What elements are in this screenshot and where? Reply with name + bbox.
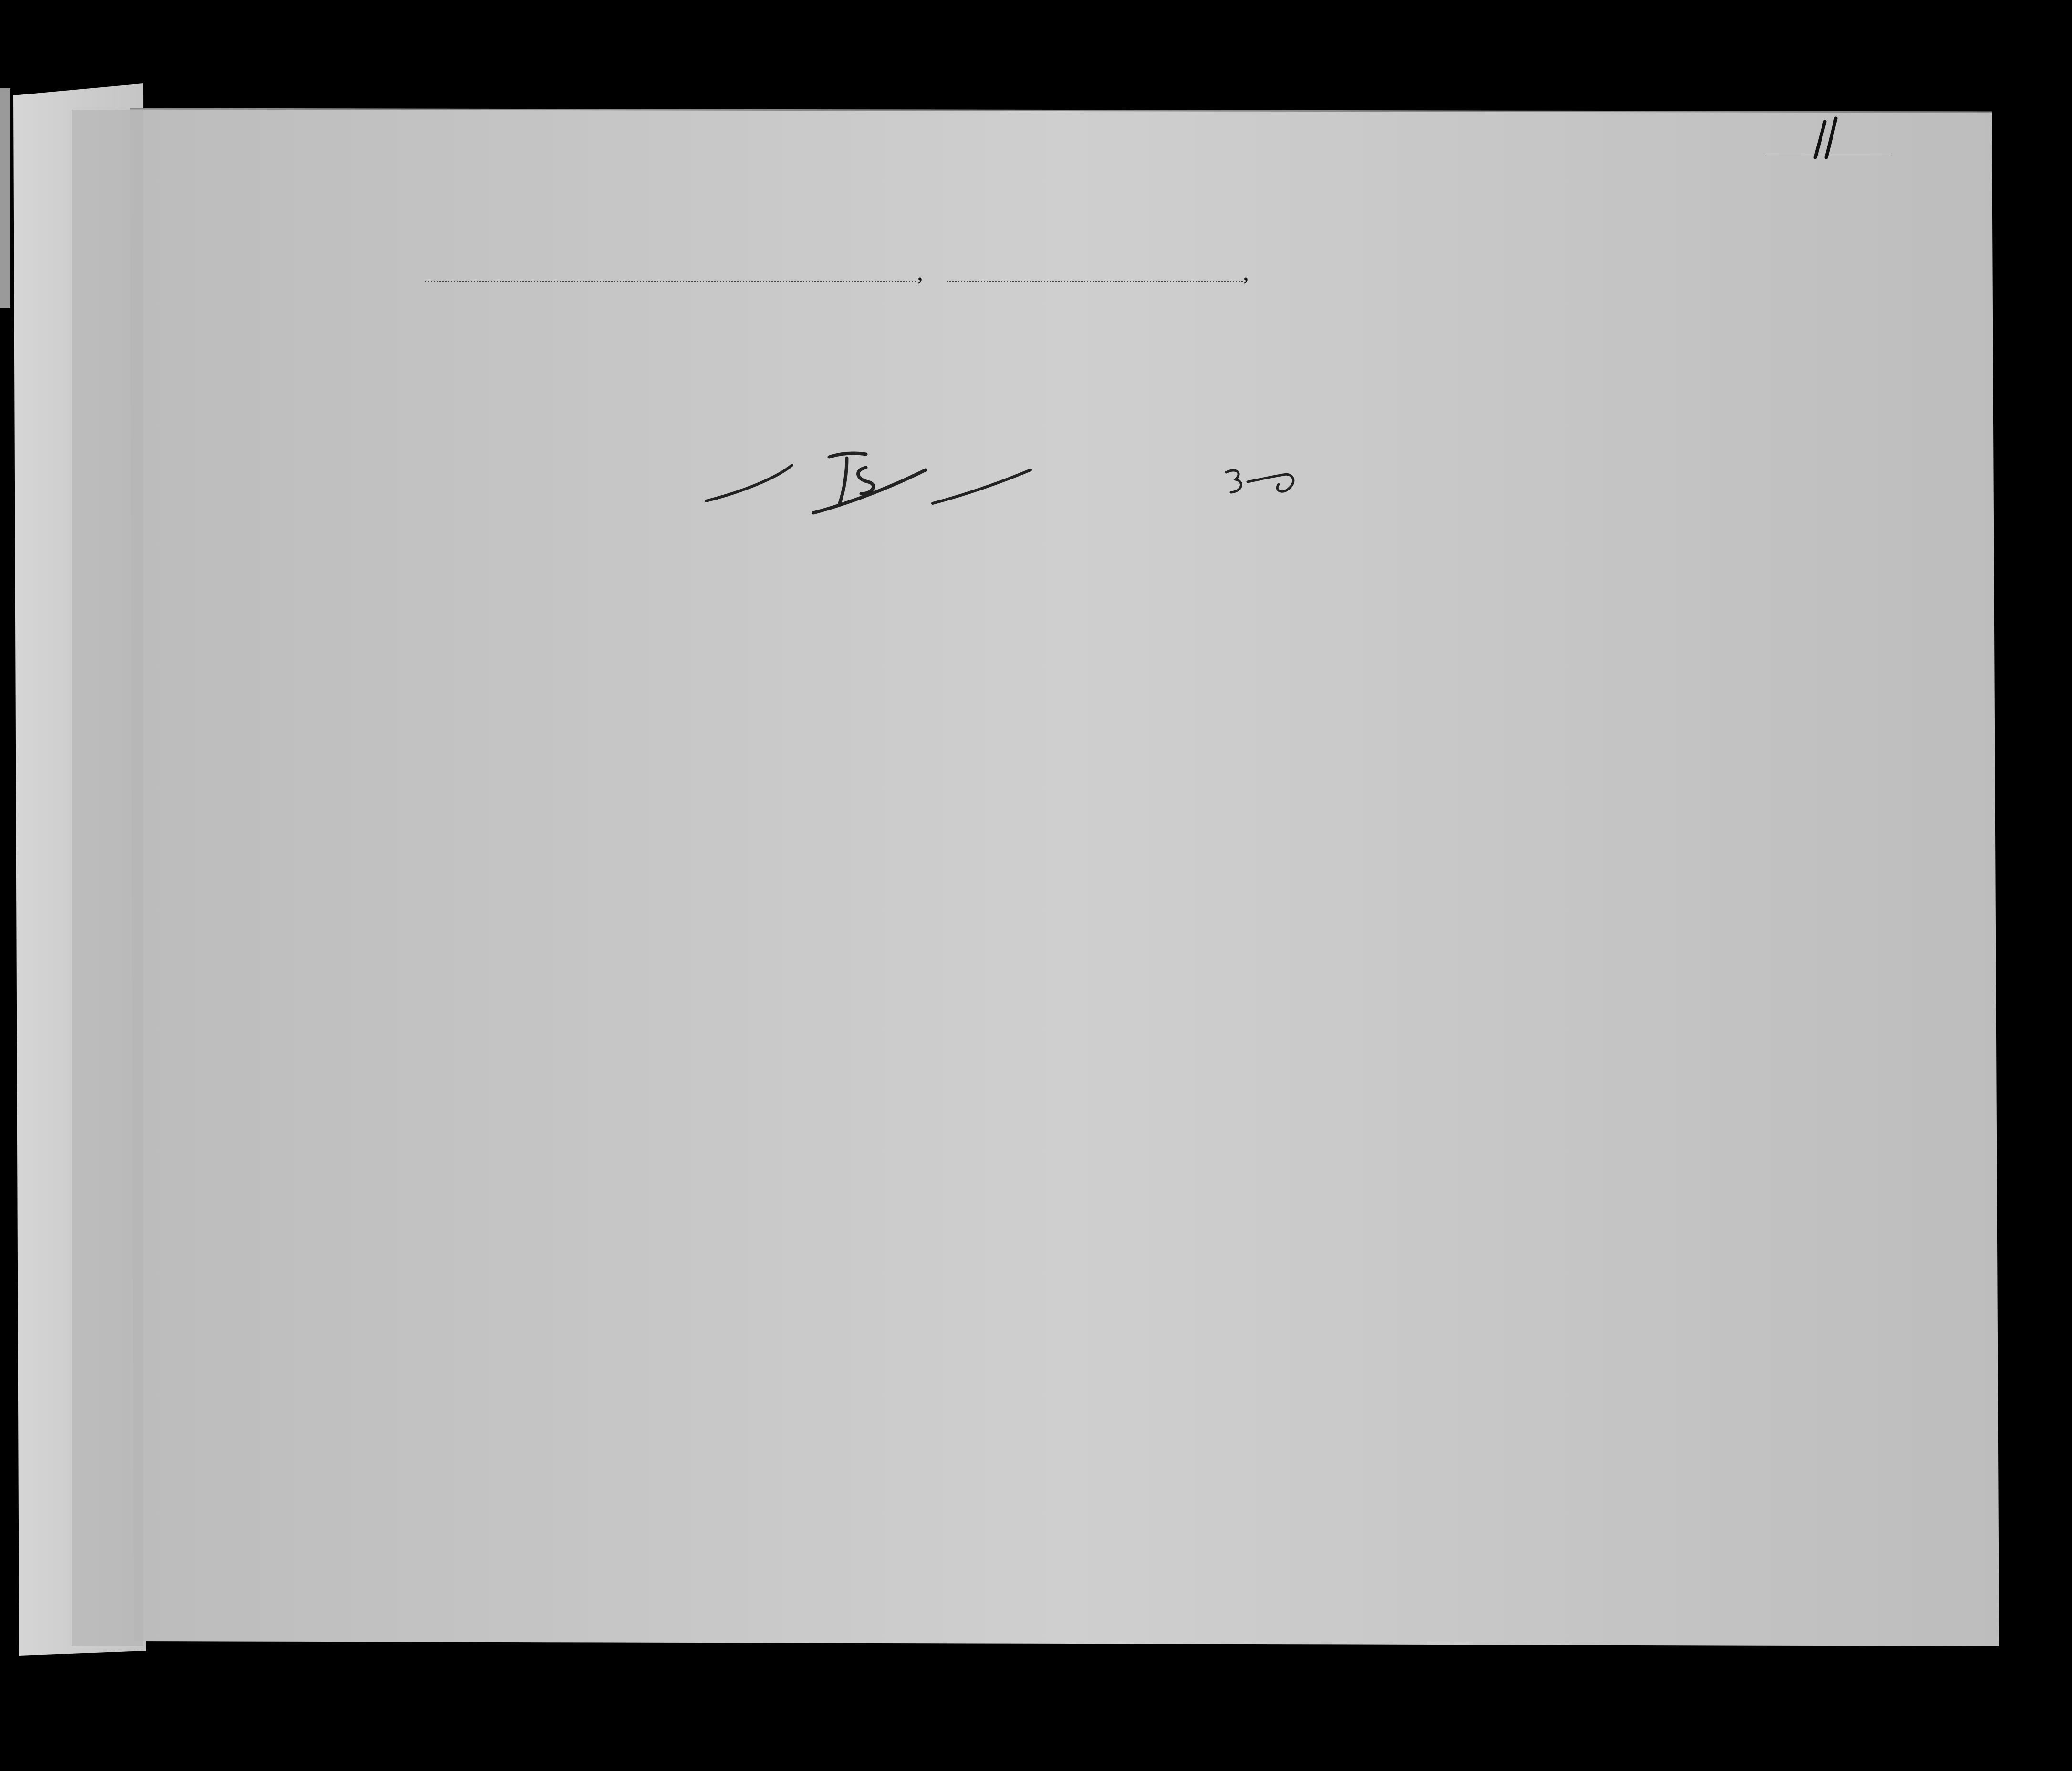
arriving-comma-1: , (917, 259, 923, 286)
header-purpose-return (1184, 355, 1218, 456)
page-paper (130, 109, 1999, 1646)
header-inches (1689, 425, 1703, 458)
header-anarchist (1396, 346, 1415, 456)
header-labor-offer (1472, 346, 1515, 456)
header-overthrow (1419, 346, 1469, 456)
header-possession-50 (777, 339, 803, 453)
header-ticket (656, 339, 683, 453)
header-prison (1335, 346, 1365, 456)
header-purpose-citizen (1298, 355, 1326, 456)
header-polygamist (1370, 346, 1389, 456)
arrival-date-dotted-line (947, 281, 1243, 282)
header-purpose-length (1221, 355, 1250, 456)
header-deported (1517, 346, 1560, 456)
arriving-dotted-line (425, 281, 916, 282)
arriving-comma-2: , (1243, 259, 1249, 286)
header-feet (1667, 429, 1682, 456)
